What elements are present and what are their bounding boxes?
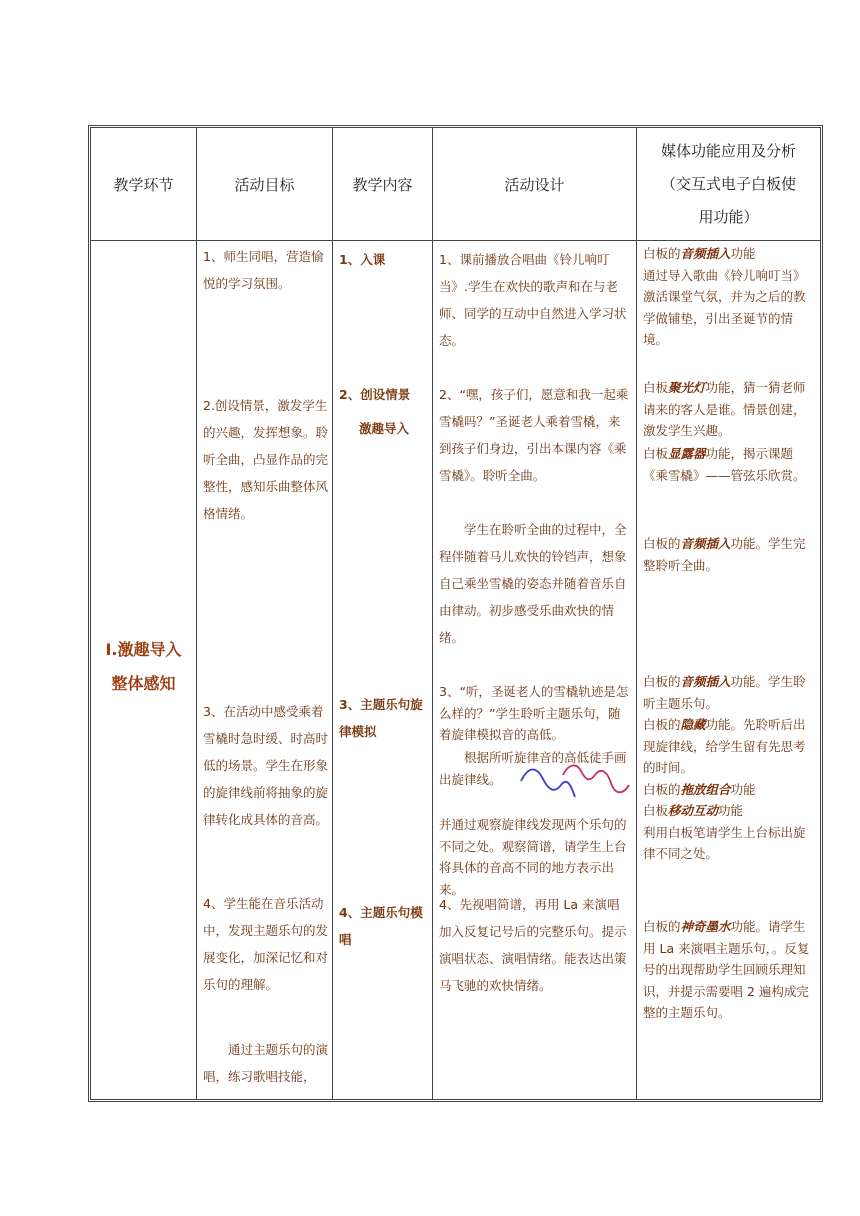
melody-line-blue — [521, 770, 575, 798]
media-keyword: 音频插入 — [680, 536, 731, 551]
content-cell — [333, 241, 433, 1100]
goal-4: 4、学生能在音乐活动中，发现主题乐句的发展变化，加深记忆和对乐句的理解。 — [203, 896, 329, 992]
design-3b-text: 根据所听旋律音的高低徒手画出旋律线。 — [439, 750, 627, 787]
design-3: 3、“听，圣诞老人的雪橇轨迹是怎么样的？”学生聆听主题乐句，随着旋律模拟音的高低。 — [439, 684, 629, 742]
media-block-2: 白板聚光灯功能，猜一猜老师请来的客人是谁。情景创建，激发学生兴趣。 — [643, 380, 806, 438]
media-block-6: 白板的神奇墨水功能。请学生用 La 来演唱主题乐句，。反复号的出现帮助学生回顾乐理知识，并提示需要唱 2 遍构成完整的主题乐句。 — [643, 919, 810, 1020]
melody-line-pink — [563, 765, 629, 792]
table-row — [91, 241, 821, 1100]
section-title — [91, 633, 196, 701]
design-2b: 学生在聆听全曲的过程中，全程伴随着马儿欢快的铃铛声，想象自己乘坐雪橇的姿态并随着音乐自由律动。初步感受乐曲欢快的情绪。 — [439, 522, 627, 645]
design-3c: 并通过观察旋律线发现两个乐句的不同之处。观察简谱，请学生上台将具体的音高不同的地方表示出来。 — [439, 817, 627, 897]
content-item-2b: 激趣导入 — [359, 421, 410, 436]
table-header-row — [91, 128, 821, 241]
section-title-line2: 整体感知 — [111, 674, 176, 693]
media-keyword: 显露器 — [668, 446, 706, 461]
header-teaching-content: 教学内容 — [333, 128, 433, 241]
design-cell — [433, 241, 637, 1100]
goal-1: 1、师生同唱，营造愉悦的学习氛围。 — [203, 249, 324, 291]
content-item-4: 4、主题乐句模唱 — [339, 905, 423, 947]
goal-3: 3、在活动中感受乘着雪橇时急时缓、时高时低的场景。学生在形象的旋律线前将抽象的旋律转化成具体的音高。 — [203, 704, 329, 827]
design-2: 2、“嘿，孩子们，愿意和我一起乘雪橇吗？”圣诞老人乘着雪橇，来到孩子们身边，引出本课内容《乘雪橇》。聆听全曲。 — [439, 387, 629, 483]
media-cell — [637, 241, 821, 1100]
melody-line-drawing — [519, 763, 631, 809]
content-item-3: 3、主题乐句旋律模拟 — [339, 697, 423, 739]
header-media-line2: （交互式电子白板使 — [660, 174, 796, 193]
header-media-analysis — [637, 128, 821, 241]
media-block-1: 白板的音频插入功能 通过导入歌曲《铃儿响叮当》激活课堂气氛，并为之后的教学做铺垫，引出圣诞节的情境。 — [643, 246, 806, 347]
media-block-4: 白板的音频插入功能。学生完整聆听全曲。 — [643, 536, 806, 573]
section-title-line1: Ⅰ.激趣导入 — [105, 640, 182, 659]
media-block-5: 白板的音频插入功能。学生聆听主题乐句。 白板的隐藏功能。先聆听后出现旋律线，给学生留有先思考的时间。 白板的拖放组合功能 白板移动互动功能 利用白板笔请学生上台标出旋律不同之处。 — [643, 674, 806, 861]
header-media-line3: 用功能） — [698, 207, 759, 226]
header-activity-goals: 活动目标 — [197, 128, 333, 241]
media-keyword: 神奇墨水 — [680, 919, 731, 934]
header-activity-design: 活动设计 — [433, 128, 637, 241]
header-media-line1: 媒体功能应用及分析 — [660, 141, 796, 160]
media-keyword: 聚光灯 — [668, 380, 706, 395]
media-keyword: 隐藏 — [680, 717, 706, 732]
design-4: 4、先视唱简谱，再用 La 来演唱加入反复记号后的完整乐句。提示演唱状态、演唱情绪。能表达出策马飞驰的欢快情绪。 — [439, 897, 627, 993]
goal-5: 通过主题乐句的演唱，练习歌唱技能， — [203, 1042, 329, 1084]
media-keyword: 移动互动 — [668, 803, 719, 818]
media-block-3: 白板显露器功能，揭示课题《乘雪橇》——管弦乐欣赏。 — [643, 446, 806, 483]
content-item-2a: 2、创设情景 — [339, 387, 411, 402]
design-1: 1、课前播放合唱曲《铃儿响叮当》.学生在欢快的歌声和在与老师、同学的互动中自然进入学习状态。 — [439, 252, 627, 348]
goals-cell — [197, 241, 333, 1100]
content-item-1: 1、入课 — [339, 252, 386, 267]
stage-cell — [91, 241, 197, 1100]
media-keyword: 拖放组合 — [680, 781, 731, 797]
lesson-plan-table — [90, 127, 821, 1100]
goal-2: 2.创设情景，激发学生的兴趣，发挥想象。聆听全曲，凸显作品的完整性，感知乐曲整体风格情绪。 — [203, 398, 329, 521]
media-keyword: 音频插入 — [680, 674, 731, 689]
media-keyword: 音频插入 — [680, 246, 731, 261]
header-teaching-stage: 教学环节 — [91, 128, 197, 241]
